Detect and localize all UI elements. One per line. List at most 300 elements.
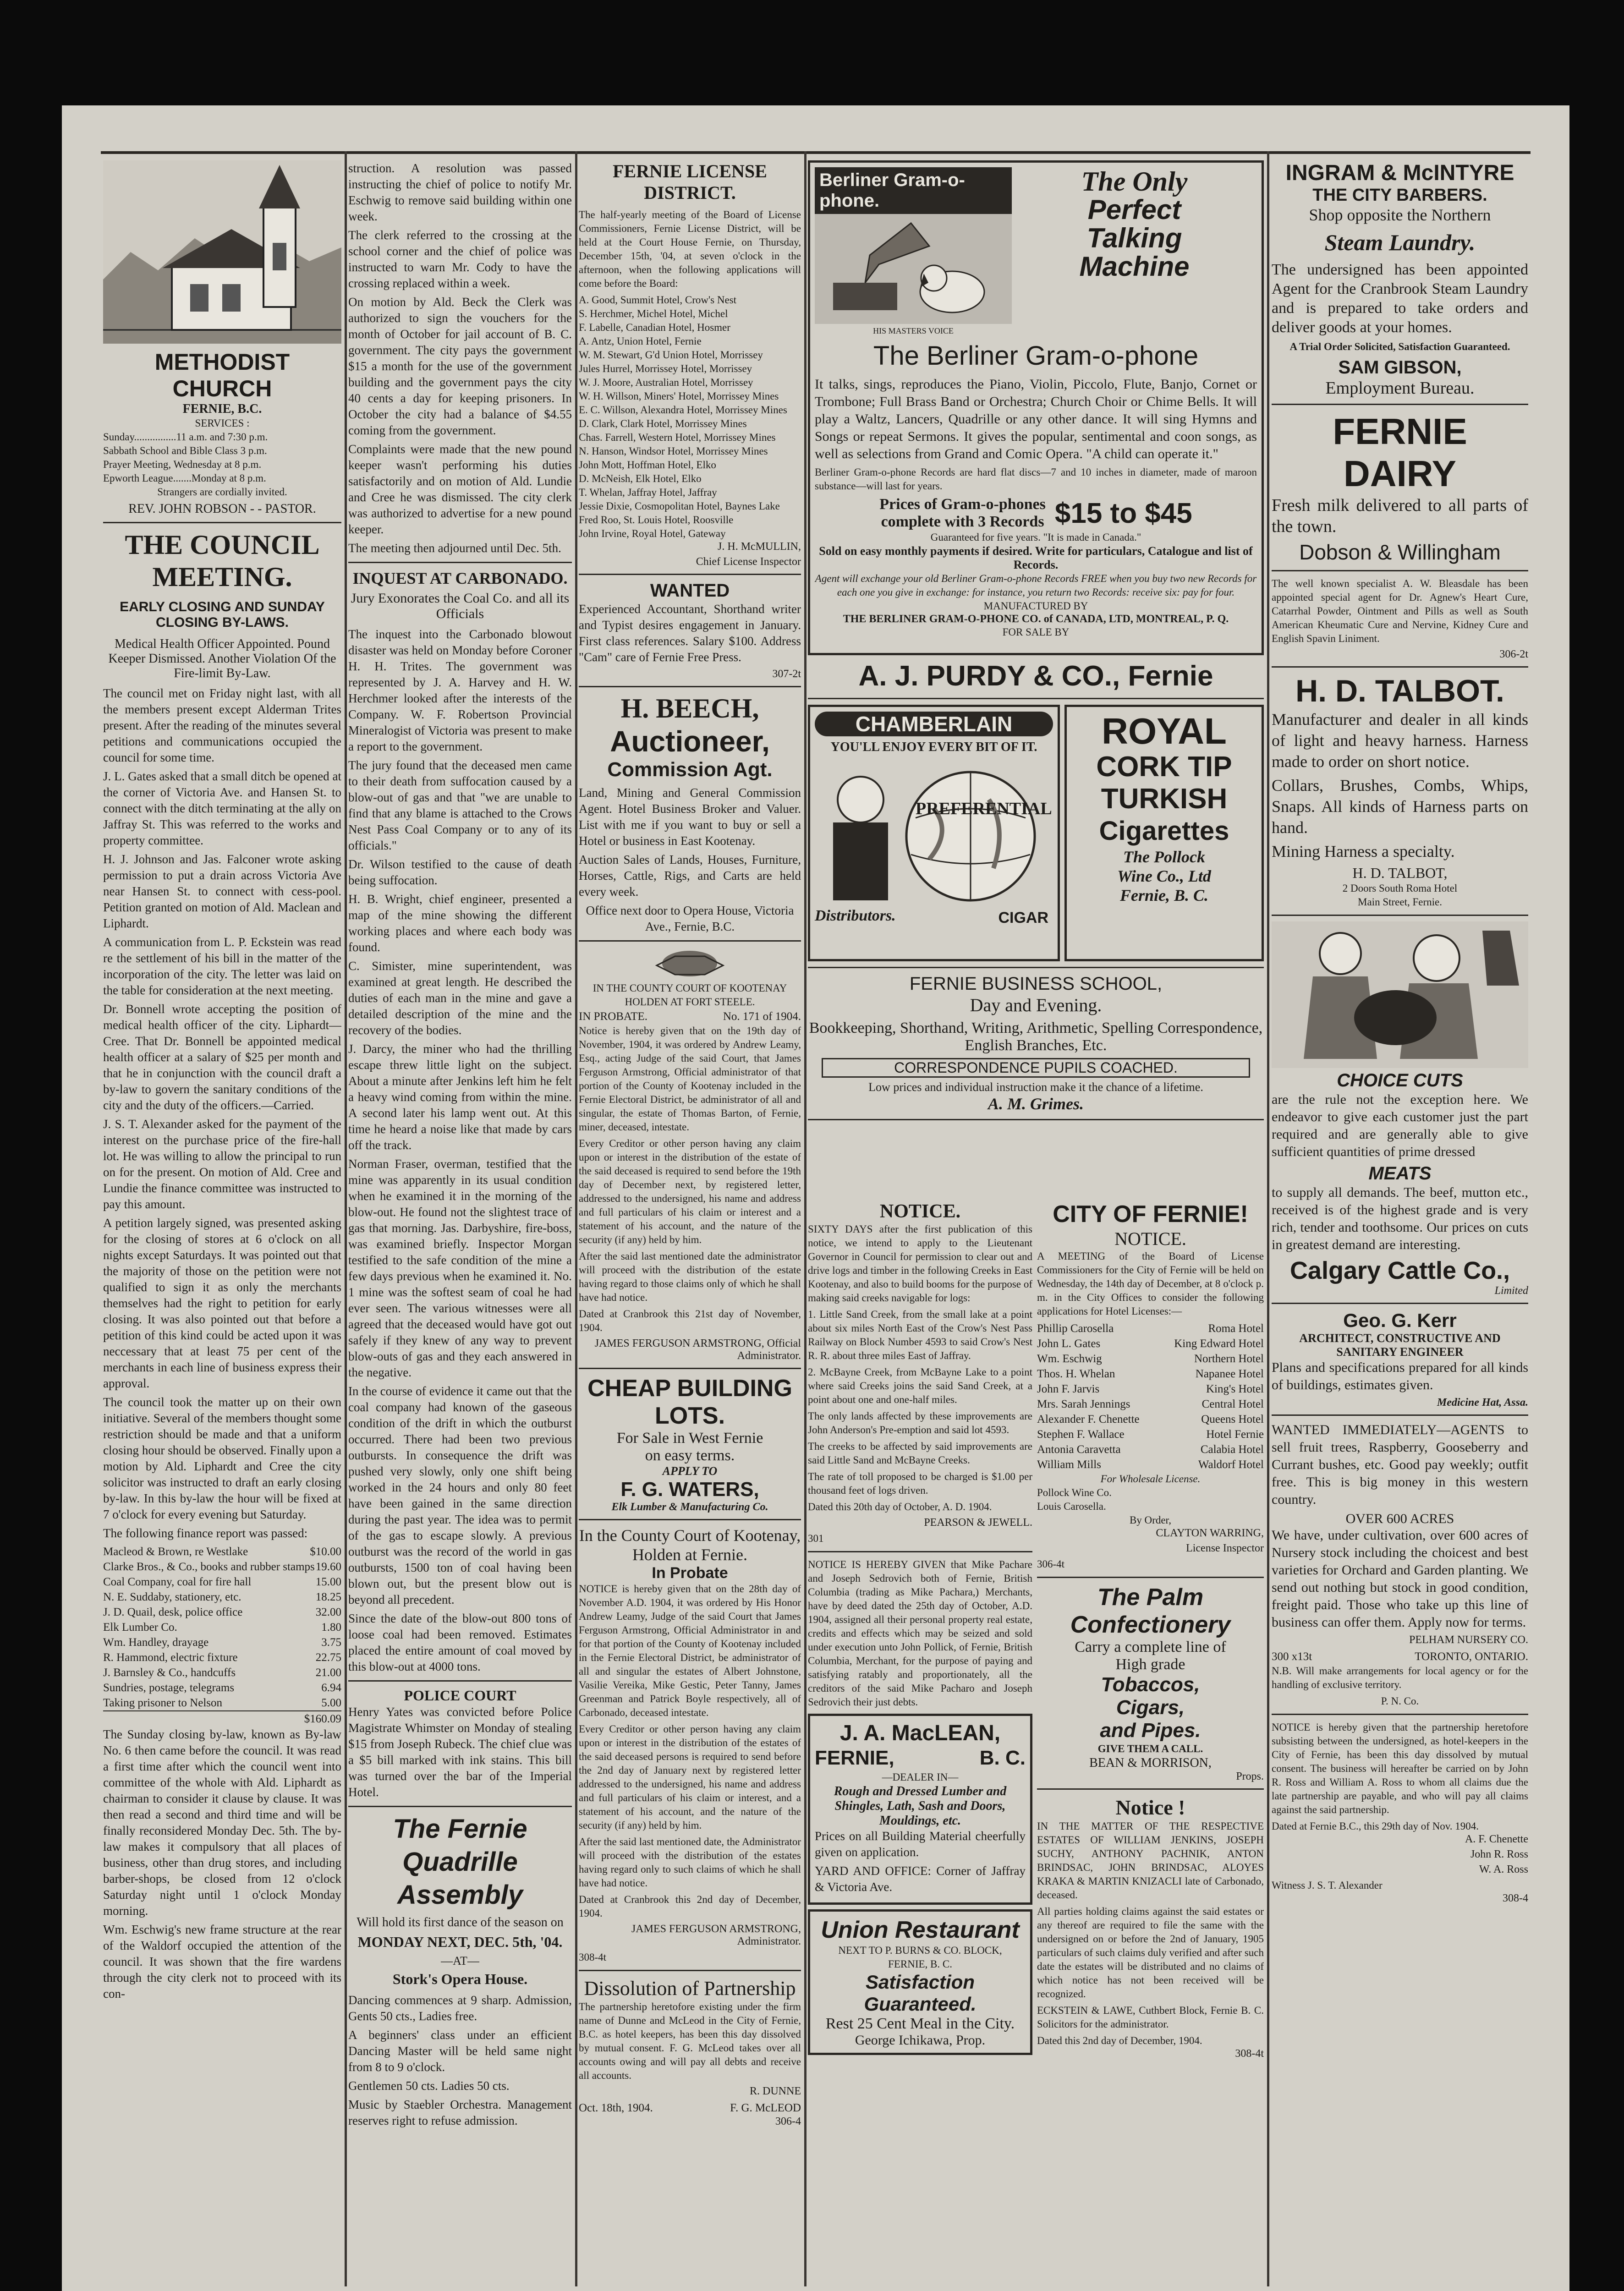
notice3-code: 308-4t (1235, 2048, 1264, 2060)
dissolution-title: Dissolution of Partnership (584, 1977, 796, 2000)
license-intro: The half-yearly meeting of the Board of License Commissioners, Fernie License District, will be held at the Court House Fernie, on Thursday, December 15th, '04, at seven o'clock in the afternoon, when the following applications will come before the Board: (579, 209, 801, 289)
city-license-row: John L. Gates King Edward Hotel (1037, 1337, 1264, 1350)
quadrille-text: Music by Staebler Orchestra. Management reserves right to refuse admission. (348, 2098, 572, 2127)
article-paragraph: C. Simister, mine superintendent, was examined at great length. He described the duties of each man in the mine and gave a detailed description of the mine and the recovery of the bodies. (348, 959, 572, 1037)
kerr-location: Medicine Hat, Assa. (1437, 1397, 1528, 1409)
dissolution-code: 306-4 (775, 2116, 801, 2127)
finance-row: J. Barnsley & Co., handcuffs 21.00 (103, 1666, 341, 1679)
palm-name: The Palm (1097, 1584, 1204, 1611)
inquest-title: INQUEST AT CARBONADO. (352, 569, 568, 587)
talbot-text: Collars, Brushes, Combs, Whips, Snaps. All kinds of Harness parts on hand. (1272, 776, 1528, 837)
city-license-row: William Mills Waldorf Hotel (1037, 1458, 1264, 1471)
city-license-row: Antonia Caravetta Calabia Hotel (1037, 1443, 1264, 1456)
calgary-limited: Limited (1494, 1285, 1528, 1297)
cigar-label: CIGAR (998, 909, 1048, 926)
services-label: SERVICES : (195, 417, 250, 429)
finance-row: Sundries, postage, telegrams 6.94 (103, 1682, 341, 1694)
column-2 (348, 160, 572, 2286)
school-signature: A. M. Grimes. (988, 1095, 1084, 1113)
calgary-cattle: Calgary Cattle Co., (1289, 1257, 1510, 1284)
court-text: Every Creditor or other person having any claim upon or interest in the distribution of the estate of the said deceased is required to send before the 19th day of December next, by registered letter, addressed to the undersigned, his name and address and full particulars of his claim or interest and a statement of his account, and the nature of the security (if any) held by him. (579, 1138, 801, 1245)
notice-item: The rate of toll proposed to be charged is $1.00 per thousand feet of logs driven. (808, 1471, 1032, 1496)
meats-heading: MEATS (1368, 1163, 1432, 1184)
court2-text: Dated at Cranbrook this 2nd day of December, 1904. (579, 1894, 801, 1919)
article-paragraph: J. Darcy, the miner who had the thrilling escape threw little light on the subject. About a minute after Jenkins left him he felt a heavy wind coming from within the mine. A second later his lamp went out. At this time he heard a noise like that made by cars off the track. (348, 1042, 572, 1152)
cheap-lots-title: CHEAP BUILDING (587, 1375, 792, 1402)
license-entry: S. Herchmer, Michel Hotel, Michel (579, 308, 728, 319)
divider (808, 967, 1264, 968)
cheap-lots-title-2: LOTS. (654, 1403, 725, 1429)
article-paragraph: The council met on Friday night last, with all the members present except Alderman Trites present. After the reading of the minutes several petitions and communications occupied the council for some time. (103, 686, 341, 764)
berliner-logo-panel (815, 167, 1012, 336)
finance-row: Taking prisoner to Nelson 5.00 (103, 1697, 341, 1709)
maclean-dealer: —DEALER IN— (882, 1771, 959, 1783)
article-paragraph: Dr. Bonnell wrote accepting the position of medical health officer of the city. Liphardt—Cree. That Dr. Bonnell be appointed medical health officer at a salary of $25 per month and that he in conjunction with the council draft a by-law to govern the sanitary conditions of the city and the duty of the officers.—Carried. (103, 1002, 341, 1112)
article-paragraph: Wm. Eschwig's new frame structure at the rear of the Waldorf occupied the attention of the council. It was shown that the fire wardens through the city clerk not to proceed with its con- (103, 1923, 341, 2001)
only-line: Machine (1079, 251, 1190, 282)
kerr-title: ARCHITECT, CONSTRUCTIVE AND SANITARY ENGINEER (1299, 1332, 1501, 1359)
article-paragraph: J. S. T. Alexander asked for the payment of the interest on the purchase price of the fire-hall lot. He was willing to allow the principal to run on for the present. On motion of Ald. Cree and Lundie the finance committee was instructed to pay this amount. (103, 1117, 341, 1211)
divider (579, 1368, 801, 1369)
cheap-lots-line: on easy terms. (645, 1447, 735, 1464)
article-paragraph: The council took the matter up on their own initiative. Several of the members thought some restriction should be made and that a uniform closing hour should be observed. Finally upon a motion by Ald. Liphardt and Cree the city solicitor was instructed to draft an early closing by-law. In this by-law the hour will be fixed at 7 o'clock for every evening but Saturday. (103, 1395, 341, 1521)
waters-name: F. G. WATERS, (620, 1478, 759, 1501)
service-line: Sunday................11 a.m. and 7:30 p.m. (103, 431, 268, 443)
article-paragraph: Dr. Wilson testified to the cause of death being suffocation. (348, 857, 572, 887)
city-license-row: Thos. H. Whelan Napanee Hotel (1037, 1368, 1264, 1380)
license-entry: N. Hanson, Windsor Hotel, Morrissey Mines (579, 445, 768, 457)
chamberlain-brand: CHAMBERLAIN (815, 712, 1053, 736)
nursery-note: N.B. Will make arrangements for local agency or for the handling of exclusive territory. (1272, 1665, 1528, 1690)
maclean-yard: YARD AND OFFICE: Corner of Jaffray & Victoria Ave. (815, 1864, 1026, 1894)
chamberlain-tagline: YOU'LL ENJOY EVERY BIT OF IT. (830, 740, 1037, 754)
quadrille-place: Stork's Opera House. (392, 1971, 528, 1987)
palm-pipes: and Pipes. (1100, 1719, 1201, 1742)
berliner-headline: The Berliner Gram-o-phone (873, 341, 1199, 371)
exchange-offer: Agent will exchange your old Berliner Gram-o-phone Records FREE when you buy two new Records for each one you give in exchange: for instance, you return two Records: receive six: pay for four. (815, 573, 1257, 598)
notice3-title: Notice ! (1115, 1796, 1185, 1819)
quadrille-title: The Fernie Quadrille Assembly (393, 1814, 527, 1910)
divider (579, 686, 801, 687)
finance-total: $160.09 (103, 1710, 341, 1726)
divider (1272, 666, 1528, 668)
license-entry: D. McNeish, Elk Hotel, Elko (579, 473, 702, 484)
quadrille-text: Gentlemen 50 cts. Ladies 50 cts. (348, 2079, 510, 2093)
nursery-text: We have, under cultivation, over 600 acres of Nursery stock including the choicest and best varieties for Orchard and Garden planting. We send out nothing but stock in good condition, freight paid. Those who take up this line of business can offer them. Apply now for terms. (1272, 1528, 1528, 1630)
berliner-ad (808, 160, 1264, 655)
coat-of-arms-icon (579, 947, 801, 979)
only-line: Perfect (1087, 194, 1181, 225)
city-wholesale-entry: Louis Carosella. (1037, 1501, 1106, 1512)
court2-code: 308-4t (579, 1951, 607, 1963)
notice-text: SIXTY DAYS after the first publication of this notice, we intend to apply to the Lieutenant Governor in Council for permission to clear out and drive logs and timber in the following Creeks in East Kootenay, and also to build booms for the purpose of making said creeks navigable for logs: (808, 1223, 1032, 1304)
palm-line: High grade (1115, 1656, 1185, 1673)
court-probate-row: IN PROBATE. No. 171 of 1904. (579, 1010, 801, 1023)
divider (1272, 404, 1528, 405)
price-row (815, 496, 1257, 531)
palm-call: GIVE THEM A CALL. (1097, 1743, 1203, 1754)
wanted-text: Experienced Accountant, Shorthand writer and Typist desires engagement in January. First class references. Salary $100. Address "Cam" care of Fernie Free Press. (579, 602, 801, 664)
laundry-trial: A Trial Order Solicited, Satisfaction Guaranteed. (1289, 341, 1510, 352)
article-paragraph: Norman Fraser, overman, testified that the mine was apparently in its usual condition when he examined it in the morning of the blow-out. He found not the slightest trace of gas that morning. Jas. Darbyshire, fire-boss, was examined briefly. Inspector Morgan testified to the safe condition of the mine a few days previous when he examined it. No. 1 mine was the softest seam of coal he had ever seen. The various witnesses were all agreed that the deceased would have got out safely if they knew of any way to prevent blow-outs of gas and they each answered in the negative. (348, 1157, 572, 1379)
divider (579, 574, 801, 575)
license-entry: F. Labelle, Canadian Hotel, Hosmer (579, 322, 730, 333)
assignment-notice: NOTICE IS HEREBY GIVEN that Mike Pachare and Joseph Sedrovich both of Fernie, British Columbia (trading as Mike Pachara,) Merchants, have by deed dated the 25th day of October, A.D. 1904, assigned all their personal property real estate, credits and effects which may be seized and sold under execution unto John Pollick, of Fernie, British Columbia, Merchant, for the purpose of paying and satisfying ratably and proportionately, all the creditors of the said Mike Pacharo and Joseph Sedrovich their just debts. (808, 1559, 1032, 1708)
article-paragraph: H. J. Johnson and Jas. Falconer wrote asking permission to put a drain across Victoria Ave near Hansen St. to connect with cess-pool. Petition granted on motion of Ald. Maclean and Liphardt. (103, 852, 341, 930)
wanted-code: 307-2t (772, 668, 801, 680)
city-license-row: Stephen F. Wallace Hotel Fernie (1037, 1428, 1264, 1441)
article-paragraph: The jury found that the deceased men came to their death from suffocation caused by a blow-out of gas and that "we are unable to find that any blame is attached to the Crows Nest Pass Coal Company or to any of its officials." (348, 758, 572, 852)
court-signature: JAMES FERGUSON ARMSTRONG, Official Administrator. (594, 1337, 801, 1362)
article-paragraph: The Sunday closing by-law, known as By-law No. 6 then came before the council. It was read a first time after which the council went into committee of the whole with Ald. Liphardt as chairman to consider it clause by clause. It was then read a second and third time and will be finally reconsidered Monday Dec. 5th. The by-law makes it compulsory that all places of business, other than drug stores, and including barber-shops, be closed from 12 o'clock Saturday night until 1 o'clock Monday morning. (103, 1727, 341, 1918)
wanted-title: WANTED (650, 581, 730, 601)
waters-company: Elk Lumber & Manufacturing Co. (611, 1501, 768, 1513)
license-entry: John Mott, Hoffman Hotel, Elko (579, 459, 716, 471)
service-line: Epworth League.......Monday at 8 p.m. (103, 472, 266, 484)
partnership-date: Dated at Fernie B.C., this 29th day of Nov. 1904. (1272, 1820, 1479, 1832)
article-paragraph: A petition largely signed, was presented asking for the closing of stores at 6 o'clock on all nights except Saturdays. It was pointed out that the majority of those on the petition were not qualified to sign it as only the merchants themselves had the right to petition for early closing. It was also pointed out that before a petition of this kind could be acted upon it was neccessary that at least 75 per cent of the merchants in each line of business express their approval. (103, 1216, 341, 1390)
divider (1272, 1714, 1528, 1715)
notice-item: 2. McBayne Creek, from McBayne Lake to a point where said Creeks joins the said Sand Creek, at a point about one and one-half miles. (808, 1366, 1032, 1405)
service-line: Prayer Meeting, Wednesday at 8 p.m. (103, 459, 262, 470)
beech-agent: Commission Agt. (607, 758, 773, 781)
quadrille-date: MONDAY NEXT, DEC. 5th, '04. (357, 1934, 563, 1950)
price-label-line: complete with 3 Records (881, 513, 1044, 530)
license-entry: D. Clark, Clark Hotel, Morrissey Mines (579, 418, 747, 429)
nursery-wanted: WANTED IMMEDIATELY—AGENTS to sell fruit trees, Raspberry, Gooseberry and Currant bushes, etc. Good pay weekly; outfit free. This is big money in this western country. (1272, 1422, 1528, 1507)
church-illustration (103, 160, 341, 344)
gibson-bureau: Employment Bureau. (1325, 378, 1475, 398)
dissolution-signature: R. DUNNE (750, 2085, 801, 2097)
talbot-address: Main Street, Fernie. (1358, 896, 1442, 908)
cigar-ads (808, 705, 1264, 961)
dairy-owners: Dobson & Willingham (1299, 540, 1501, 564)
partnership-notice: NOTICE is hereby given that the partnership heretofore subsisting between the undersigned, as hotel-keepers in the City of Fernie, has been this day dissolved by mutual consent. The business will hereafter be carried on by John R. Ross and William A. Ross to whom all claims due the late partnership are payable, and who will pay all claims against the said partnership. (1272, 1721, 1528, 1815)
article-paragraph: Henry Yates was convicted before Police Magistrate Whimster on Monday of stealing $15 from Joseph Rubeck. The chief clue was a $5 bill marked with ink stains. This bill was turned over the bar of the Imperial Hotel. (348, 1705, 572, 1799)
divider (1272, 570, 1528, 571)
beech-text: Auction Sales of Lands, Houses, Furniture, Horses, Cattle, Rigs, and Carts are held every week. (579, 853, 801, 899)
city-license-row: Phillip Carosella Roma Hotel (1037, 1322, 1264, 1335)
license-entry: John Irvine, Royal Hotel, Gateway (579, 528, 726, 539)
article-paragraph: Since the date of the blow-out 800 tons of loose coal had been removed. Estimates placed the entire amount of coal moved by this blow-out at 4000 tons. (348, 1611, 572, 1673)
school-coached: CORRESPONDENCE PUPILS COACHED. (822, 1058, 1250, 1078)
column-rule (575, 151, 577, 2286)
divider (1037, 1788, 1264, 1790)
palm-props: Props. (1236, 1770, 1264, 1782)
berliner-records: Berliner Gram-o-phone Records are hard flat discs—7 and 10 inches in diameter, made of maroon substance—will last for years. (815, 466, 1257, 492)
notice3-text: All parties holding claims against the said estates or any thereof are required to file the same with the undersigned on or before the 2nd of January, 1905 particulars of such claims duly verified and after such date the estates will be distributed and no claims of which notice has not been received will be recognized. (1037, 1906, 1264, 2000)
barbers-location: Shop opposite the Northern (1309, 206, 1491, 224)
school-hours: Day and Evening. (970, 995, 1102, 1015)
pastor-line: REV. JOHN ROBSON - - PASTOR. (128, 502, 316, 516)
school-note: Low prices and individual instruction make it the chance of a lifetime. (868, 1080, 1203, 1094)
finance-row: Coal Company, coal for fire hall 15.00 (103, 1576, 341, 1588)
choice-text: are the rule not the exception here. We endeavor to give each customer just the part required and are generally able to give sufficient quantities of prime dressed (1272, 1092, 1528, 1159)
palm-name-2: Confectionery (1070, 1611, 1231, 1638)
barbers-sub: THE CITY BARBERS. (1312, 186, 1487, 205)
article-paragraph: In the course of evidence it came out that the coal company had known of the gaseous condition of the drift in which the outburst occurred. There had been two previous outbursts. In consequence the drift was pushed very slowly, only one shift being worked in the 24 hours and only 80 feet have been gained in the same direction during the past year. The idea was to permit of the gas to escape slowly. A previous outburst was the record of the world in gas outbursts, 1500 ton of coal having been blown out, but the present blow out is beyond all precedent. (348, 1384, 572, 1606)
maclean-products: Rough and Dressed Lumber and Shingles, Lath, Sash and Doors, Mouldings, etc. (834, 1784, 1007, 1828)
beech-text: Land, Mining and General Commission Agent. Hotel Business Broker and Valuer. List with me if you want to buy or sell a Hotel or business in East Kootenay. (579, 786, 801, 848)
berliner-top (815, 167, 1257, 336)
school-subjects: Bookkeeping, Shorthand, Writing, Arithmetic, Spelling Correspondence, English Branches, Etc. (809, 1019, 1263, 1054)
meats-text: to supply all demands. The beef, mutton etc., received is of the highest grade and is very rich, tender and toothsome. Our prices on cuts in greatest demand are interesting. (1272, 1185, 1528, 1252)
nursery-initials: P. N. Co. (1381, 1695, 1419, 1707)
royal-ad (1064, 705, 1264, 961)
court2-text: After the said last mentioned date, the Administrator will proceed with the distribution of the estates having regard only to such claims of which he shall have had notice. (579, 1836, 801, 1889)
specialist-notice: The well known specialist A. W. Bleasdale has been appointed special agent for Dr. Agnew's Heart Cure, Catarrhal Powder, Ointment and Pills as well as South American Kheumatic Cure and Nervine, Kidney Cure and English Spavin Liniment. (1272, 578, 1528, 644)
court-heading: IN THE COUNTY COURT OF KOOTENAY HOLDEN AT FORT STEELE. (593, 982, 787, 1008)
finance-row: N. E. Suddaby, stationery, etc. 18.25 (103, 1591, 341, 1603)
court-text: Dated at Cranbrook this 21st day of November, 1904. (579, 1308, 801, 1333)
city-code: 306-4t (1037, 1558, 1065, 1570)
cheap-lots-line: For Sale in West Fernie (616, 1430, 763, 1447)
article-paragraph: H. B. Wright, chief engineer, presented a map of the mine showing the different working places and where each body was found. (348, 892, 572, 954)
partnership-signature: A. F. Chenette (1465, 1833, 1528, 1845)
pollock-line: Wine Co., Ltd (1117, 867, 1211, 885)
divider (808, 1119, 1264, 1120)
beech-name: H. BEECH, (620, 693, 759, 723)
berliner-text: It talks, sings, reproduces the Piano, Violin, Piccolo, Flute, Banjo, Cornet or Trombone; Full Brass Band or Orchestra; Church Choir or Chime Bells. It will play a Waltz, Lancers, Quadrille or any other dance. It will sing Hymns and Songs or repeat Sermons. It gives the popular, sentimental and coon songs, as well as selections from Grand and Comic Opera. "A child can operate it." (815, 377, 1257, 461)
city-signature-title: License Inspector (1186, 1542, 1264, 1554)
price-label-line: Prices of Gram-o-phones (879, 496, 1046, 513)
divider (808, 698, 1264, 699)
city-notice: NOTICE. (1114, 1228, 1186, 1249)
divider (579, 1519, 801, 1520)
union-guarantee: Satisfaction Guaranteed. (864, 1971, 977, 2015)
license-entry: Jessie Dixie, Cosmopolitan Hotel, Baynes Lake (579, 500, 780, 512)
talbot-name: H. D. TALBOT. (1295, 674, 1504, 708)
license-entry: W. J. Moore, Australian Hotel, Morrissey (579, 377, 753, 388)
palm-owner: BEAN & MORRISON, (1089, 1756, 1212, 1770)
license-entry: Chas. Farrell, Western Hotel, Morrissey Mines (579, 432, 776, 443)
finance-row: Clarke Bros., & Co., books and rubber stamps 19.60 (103, 1561, 341, 1573)
union-city: FERNIE, B. C. (888, 1958, 952, 1970)
hmv-caption: HIS MASTERS VOICE (873, 326, 954, 335)
barbers-name: INGRAM & McINTYRE (1285, 161, 1514, 185)
court2-signature: JAMES FERGUSON ARMSTRONG, Administrator. (631, 1923, 801, 1947)
maclean-name: J. A. MacLEAN, (839, 1721, 1001, 1745)
union-name: Union Restaurant (821, 1917, 1020, 1943)
church-city: FERNIE, B.C. (182, 402, 262, 416)
column-4-lower (808, 1200, 1032, 2286)
court2-text: NOTICE is hereby given that on the 28th day of November A.D. 1904, it was ordered by His Honor Andrew Leamy, Judge of the said Court that James Ferguson Armstrong, Official Administrator in and for that portion of the County of Kootenay included in the Fernie Electoral District, be administrator of all and singular the estates of Albert Johnstone, Vasilie Vereika, Mike Gestic, Peter Tanny, James Greenman and Patrick Boyle respectively, all of Carbonado, deceased intestate. (579, 1583, 801, 1718)
column-rule (1267, 151, 1269, 2286)
preferential-label: PREFERENTIAL (916, 799, 1052, 818)
notice-title: NOTICE. (879, 1201, 961, 1222)
top-rule (101, 151, 1531, 154)
chamberlain-ad (808, 705, 1060, 961)
divider (348, 1680, 572, 1682)
divider (348, 1806, 572, 1807)
manufactured-by: MANUFACTURED BY (983, 600, 1088, 612)
notice3-signature: ECKSTEIN & LAWE, Cuthbert Block, Fernie B. C. Solicitors for the administrator. (1037, 2005, 1264, 2030)
quadrille-at: —AT— (441, 1954, 479, 1968)
butcher-illustration (1272, 921, 1528, 1068)
divider (1272, 1303, 1528, 1304)
article-paragraph: The meeting then adjourned until Dec. 5th. (348, 541, 561, 555)
article-paragraph: J. L. Gates asked that a small ditch be opened at the corner of Victoria Ave. and Hansen St. to connect with the ditch terminating at the ally on Jaffray St. This was referred to the works and property committee. (103, 769, 341, 847)
finance-row: Wm. Handley, drayage 3.75 (103, 1636, 341, 1649)
court2-probate: In Probate (652, 1564, 728, 1582)
partnership-signature: W. A. Ross (1479, 1863, 1528, 1875)
city-order: By Order, (1129, 1514, 1172, 1526)
police-title: POLICE COURT (404, 1687, 516, 1704)
article-paragraph: Complaints were made that the new pound keeper wasn't performing his duties satisfactorily and on motion of Ald. Lundie and Cree he was dismissed. The city clerk was authorized to advertise for a new pound keeper. (348, 442, 572, 536)
license-entry: W. M. Stewart, G'd Union Hotel, Morrissey (579, 349, 763, 361)
purdy-name: A. J. PURDY & CO., Fernie (858, 660, 1213, 692)
monthly-payments: Sold on easy monthly payments if desired. Write for particulars, Catalogue and list of Records. (819, 544, 1253, 571)
pollock-line: The Pollock (1123, 848, 1205, 866)
column-5-lower (1037, 1200, 1264, 2286)
distributors-label: Distributors. (815, 907, 896, 924)
palm-cigars: Cigars, (1116, 1696, 1185, 1719)
royal-line: TURKISH (1101, 783, 1228, 815)
column-6 (1272, 160, 1528, 2286)
steam-laundry: Steam Laundry. (1324, 230, 1476, 255)
license-signature: J. H. McMULLIN, (718, 541, 801, 553)
license-entry: E. C. Willson, Alexandra Hotel, Morrissey Mines (579, 404, 787, 416)
union-meal: Rest 25 Cent Meal in the City. (825, 2015, 1015, 2032)
royal-line: CORK TIP (1096, 751, 1232, 783)
quadrille-text: Dancing commences at 9 sharp. Admission, Gents 50 cts., Ladies free. (348, 1993, 572, 2023)
column-1 (103, 160, 341, 2286)
column-rule (804, 151, 807, 2286)
notice-item: 1. Little Sand Creek, from the small lake at a point about six miles North East of the Crow's Nest Pass Railway on Block Number 4593 to said Crow's Nest R. R. about three miles East of Jaffray. (808, 1309, 1032, 1361)
pollock-line: Fernie, B. C. (1119, 886, 1209, 904)
divider (1037, 1577, 1264, 1578)
price-label (879, 496, 1046, 531)
council-title: THE COUNCIL (125, 530, 320, 560)
quadrille-text: A beginners' class under an efficient Dancing Master will be held same night from 8 to 9 o'clock. (348, 2028, 572, 2074)
service-line: Sabbath School and Bible Class 3 p.m. (103, 445, 267, 456)
royal-line: ROYAL (1102, 711, 1227, 751)
choice-cuts: CHOICE CUTS (1337, 1070, 1463, 1091)
license-entry: T. Whelan, Jaffray Hotel, Jaffray (579, 487, 717, 498)
school-name: FERNIE BUSINESS SCHOOL, (909, 974, 1163, 994)
berliner-company: THE BERLINER GRAM-O-PHONE CO. of CANADA, LTD, MONTREAL, P. Q. (843, 613, 1229, 625)
court-text: After the said last mentioned date the administrator will proceed with the distribution of the estate having regard to those claims only of which he shall have had notice. (579, 1250, 801, 1303)
finance-row: Macleod & Brown, re Westlake $10.00 (103, 1546, 341, 1558)
notice3-heading: IN THE MATTER OF THE RESPECTIVE ESTATES OF WILLIAM JENKINS, JOSEPH SUCHY, ANTHONY PACHNIK, ANTON BRINDSAC, JOHN BRINDSAC, ALOYES KRAKA & MARTIN KNIZACLI late of Carbonado, deceased. (1037, 1820, 1264, 1901)
price-range: $15 to $45 (1054, 497, 1192, 529)
city-title: CITY OF FERNIE! (1053, 1201, 1248, 1228)
court2-text: Every Creditor or other person having any claim upon or interest in the distribution of the estates of the said deceased persons is required to send before the 2nd day of January next by registered letter addressed to the undersigned, his name and address and full particulars of his claim or interest, and a statement of his account, and the nature of the security (if any) held by him. (579, 1723, 801, 1831)
article-paragraph: On motion by Ald. Beck the Clerk was authorized to sign the vouchers for the month of October for jail account of B. C. government. The city pays the government $15 a month for the use of the government building and the government pays the city 40 cents a day for keeping prisoners. In October the city had a balance of $4.55 coming from the government. (348, 295, 572, 437)
for-sale-by: FOR SALE BY (1002, 626, 1070, 638)
union-prop: George Ichikawa, Prop. (855, 2033, 986, 2048)
partnership-witness: Witness J. S. T. Alexander (1272, 1880, 1383, 1891)
license-entry: Fred Roo, St. Louis Hotel, Roosville (579, 514, 734, 526)
beech-text: Office next door to Opera House, Victoria Ave., Fernie, B.C. (586, 904, 794, 933)
notice-item: The only lands affected by these improvements are John Anderson's Pre-emption and said lot 4593. (808, 1410, 1032, 1436)
article-paragraph: The clerk referred to the crossing at the school corner and the chief of police was instructed to warn Mr. Cody to have the crossing replaced within a week. (348, 228, 572, 290)
court-text: Notice is hereby given that on the 19th day of November, 1904, it was ordered by Andrew Leamy, Esq., acting Judge of the said Court, that James Ferguson Armstrong, Official administrator of that portion of the County of Kootenay included in the Fernie Electoral District, be administrator of all and singular, the estate of Thomas Barton, of Fernie, miner, deceased, intestate. (579, 1025, 801, 1133)
fernie-dairy: FERNIE DAIRY (1333, 411, 1467, 494)
nursery-name: PELHAM NURSERY CO. (1409, 1634, 1528, 1646)
dissolution-date-row: Oct. 18th, 1904. F. G. McLEOD (579, 2102, 801, 2114)
gibson-name: SAM GIBSON, (1338, 357, 1462, 378)
laundry-text: The undersigned has been appointed Agent for the Cranbrook Steam Laundry and is prepared to take orders and deliver goods at your homes. (1272, 261, 1528, 336)
church-name: METHODIST CHURCH (154, 349, 290, 401)
talbot-text: Manufacturer and dealer in all kinds of light and heavy harness. Harness made to order on short notice. (1272, 710, 1528, 771)
only-line: The Only (1081, 166, 1188, 197)
union-address: NEXT TO P. BURNS & CO. BLOCK, (838, 1945, 1002, 1956)
license-entry: W. H. Willson, Miners' Hotel, Morrissey Mines (579, 390, 779, 402)
city-license-row: John F. Jarvis King's Hotel (1037, 1383, 1264, 1395)
finance-row: Elk Lumber Co. 1.80 (103, 1621, 341, 1633)
council-subhead: EARLY CLOSING AND SUNDAY CLOSING BY-LAWS. (120, 599, 325, 630)
notice-item: Dated this 20th day of October, A. D. 1904. (808, 1501, 992, 1513)
finance-table (103, 1544, 341, 1726)
article-paragraph: The following finance report was passed: (103, 1526, 308, 1540)
city-license-row: Mrs. Sarah Jennings Central Hotel (1037, 1398, 1264, 1410)
notice-code: 301 (808, 1533, 824, 1544)
palm-tobaccos: Tobaccos, (1101, 1673, 1200, 1696)
talbot-address: 2 Doors South Roma Hotel (1342, 882, 1458, 894)
divider (579, 940, 801, 942)
license-entry: A. Good, Summit Hotel, Crow's Nest (579, 294, 737, 306)
article-paragraph: A communication from L. P. Eckstein was read re the settlement of his bill in the matter of the incorporation of the city. The letter was laid on the table for consideration at the next meeting. (103, 935, 341, 997)
dissolution-text: The partnership heretofore existing under the firm name of Dunne and McLeod in the City of Fernie, B.C. as hotel keepers, has been this day dissolved by mutual consent. F. G. McLeod takes over all accounts owing and will pay all debts and receive all accounts. (579, 2001, 801, 2081)
nursery-location-row: 300 x13t TORONTO, ONTARIO. (1272, 1650, 1528, 1663)
partnership-code: 308-4 (1503, 1892, 1528, 1904)
royal-line: Cigarettes (1099, 816, 1229, 846)
berliner-brand: Berliner Gram-o-phone. (815, 167, 1012, 214)
license-entry: Jules Hurrel, Morrissey Hotel, Morrissey (579, 363, 752, 374)
license-signature-title: Chief License Inspector (696, 556, 801, 568)
divider (103, 522, 341, 523)
nursery-acres: OVER 600 ACRES (1345, 1511, 1454, 1526)
talbot-signature: H. D. TALBOT, (1352, 865, 1448, 881)
finance-row: J. D. Quail, desk, police office 32.00 (103, 1606, 341, 1618)
maclean-location: FERNIE, B. C. (815, 1747, 1026, 1769)
kerr-text: Plans and specifications prepared for all kinds of buildings, estimates given. (1272, 1360, 1528, 1392)
maclean-ad (808, 1714, 1032, 1905)
maclean-prices: Prices on all Building Material cheerfully given on application. (815, 1829, 1026, 1859)
only-perfect-panel (1012, 167, 1257, 336)
gramophone-dog-icon (815, 214, 1012, 324)
notice3-date: Dated this 2nd day of December, 1904. (1037, 2035, 1202, 2046)
divider (1272, 915, 1528, 916)
only-line: Talking (1086, 223, 1182, 253)
city-signature: CLAYTON WARRING, (1156, 1527, 1264, 1539)
council-title-2: MEETING. (152, 562, 292, 592)
divider (808, 1551, 1032, 1552)
license-title: FERNIE LICENSE DISTRICT. (613, 161, 767, 203)
council-subhead-2: Medical Health Officer Appointed. Pound Keeper Dismissed. Another Violation Of the Fire-limit By-Law. (108, 637, 336, 680)
article-paragraph: struction. A resolution was passed instructing the chief of police to notify Mr. Eschwig to remove said building within one week. (348, 161, 572, 223)
cheap-lots-apply: APPLY TO (662, 1464, 718, 1478)
column-3 (579, 160, 801, 2286)
divider (348, 562, 572, 563)
quadrille-line: Will hold its first dance of the season on (357, 1915, 564, 1929)
kerr-name: Geo. G. Kerr (1343, 1310, 1457, 1331)
guarantee: Guaranteed for five years. "It is made in Canada." (930, 532, 1141, 543)
court2-heading: In the County Court of Kootenay, Holden at Fernie. (579, 1526, 801, 1564)
city-license-row: Wm. Eschwig Northern Hotel (1037, 1353, 1264, 1365)
specialist-code: 306-2t (1499, 648, 1528, 660)
city-text: A MEETING of the Board of License Commissioners for the City of Fernie will be held on Wednesday, the 14th day of December, at 8 o'clock p. m. in the City Offices to consider the following applications for Hotel Licenses:— (1037, 1250, 1264, 1317)
strangers-note: Strangers are cordially invited. (157, 486, 287, 498)
finance-row: R. Hammond, electric fixture 22.75 (103, 1651, 341, 1664)
notice-signature: PEARSON & JEWELL. (924, 1517, 1032, 1529)
inquest-subhead: Jury Exonorates the Coal Co. and all its Officials (351, 591, 570, 621)
divider (579, 1970, 801, 1971)
article-paragraph: The inquest into the Carbonado blowout disaster was held on Monday before Coroner H. H. Trites. The government was represented by J. A. Harvey and H. W. Herchmer looked after the interests of the Company. W. F. Robertson Provincial Mineralogist of Victoria was present to make a report to the government. (348, 627, 572, 753)
talbot-text: Mining Harness a specialty. (1272, 842, 1455, 860)
city-license-row: Alexander F. Chenette Queens Hotel (1037, 1413, 1264, 1425)
